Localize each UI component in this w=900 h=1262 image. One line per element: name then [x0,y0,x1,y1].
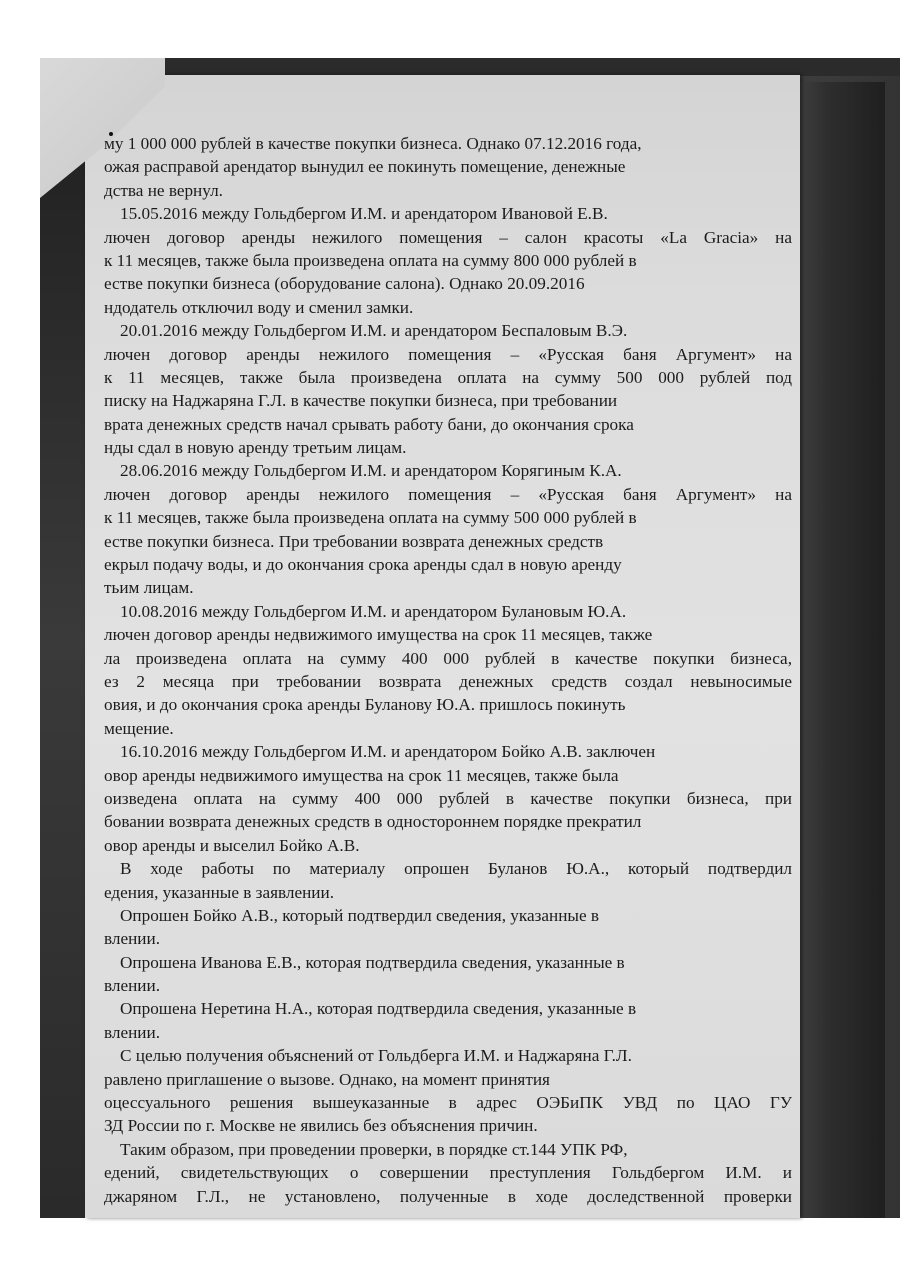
text-line: влении. [104,1022,160,1042]
text-line: 15.05.2016 между Гольдбергом И.М. и арендатором Ивановой Е.В. [120,204,608,224]
text-line: 16.10.2016 между Гольдбергом И.М. и арендатором Бойко А.В. заключен [120,742,656,762]
text-line: едений, свидетельствующих о совершении преступления Гольдбергом И.М. и [104,1163,792,1183]
text-line: к 11 месяцев, также была произведена оплата на сумму 800 000 рублей в [104,250,637,270]
text-line: овор аренды и выселил Бойко А.В. [104,835,360,855]
text-line: ла произведена оплата на сумму 400 000 рублей в качестве покупки бизнеса, [104,648,792,668]
text-line: мещение. [104,718,174,738]
text-line: ез 2 месяца при требовании возврата денежных средств создал невыносимые [104,671,792,691]
text-line: лючен договор аренды нежилого помещения – салон красоты «La Gracia» на [104,227,792,247]
text-line: Опрошен Бойко А.В., который подтвердил сведения, указанные в [120,905,600,925]
text-line: тьим лицам. [104,578,194,598]
text-line: писку на Наджаряна Г.Л. в качестве покупки бизнеса, при требовании [104,391,618,411]
text-line: бовании возврата денежных средств в одностороннем порядке прекратил [104,812,642,832]
text-line: Опрошена Иванова Е.В., которая подтвердила сведения, указанные в [120,952,625,972]
top-shadow [165,58,900,76]
text-line: естве покупки бизнеса (оборудование салона). Однако 20.09.2016 [104,274,585,294]
text-line: лючен договор аренды нежилого помещения – «Русская баня Аргумент» на [104,484,792,504]
text-line: ЗД России по г. Москве не явились без объяснения причин. [104,1116,538,1136]
text-line: екрыл подачу воды, и до окончания срока аренды сдал в новую аренду [104,555,622,575]
text-line: 28.06.2016 между Гольдбергом И.М. и арендатором Корягиным К.А. [120,461,622,481]
text-line: врата денежных средств начал срывать работу бани, до окончания срока [104,414,634,434]
text-line: к 11 месяцев, также была произведена оплата на сумму 500 000 рублей в [104,508,637,528]
text-line: оизведена оплата на сумму 400 000 рублей в качестве покупки бизнеса, при [104,788,792,808]
text-line: му 1 000 000 рублей в качестве покупки бизнеса. Однако 07.12.2016 года, [104,134,642,153]
text-line: едения, указанные в заявлении. [104,882,334,902]
text-line: ндодатель отключил воду и сменил замки. [104,297,414,317]
text-line: влении. [104,929,160,949]
text-line: нды сдал в новую аренду третьим лицам. [104,438,407,458]
text-line: ожая расправой арендатор вынудил ее покинуть помещение, денежные [104,157,626,177]
document-body [104,132,792,1208]
text-line: В ходе работы по материалу опрошен Буланов Ю.А., который подтвердил [120,859,792,879]
text-line: естве покупки бизнеса. При требовании возврата денежных средств [104,531,604,551]
text-line: оцессуального решения вышеуказанные в адрес ОЭБиПК УВД по ЦАО ГУ [104,1093,792,1113]
text-line: овор аренды недвижимого имущества на срок 11 месяцев, также была [104,765,619,785]
text-line: С целью получения объяснений от Гольдберга И.М. и Наджаряна Г.Л. [120,1046,632,1066]
text-line: 10.08.2016 между Гольдбергом И.М. и арендатором Булановым Ю.А. [120,601,627,621]
text-line: Таким образом, при проведении проверки, в порядке ст.144 УПК РФ, [120,1139,628,1159]
text-line: Опрошена Неретина Н.А., которая подтвердила сведения, указанные в [120,999,637,1019]
text-line: лючен договор аренды нежилого помещения – «Русская баня Аргумент» на [104,344,792,364]
text-line: овия, и до окончания срока аренды Буланову Ю.А. пришлось покинуть [104,695,626,715]
text-line: дства не вернул. [104,180,223,200]
text-line: влении. [104,976,160,996]
text-line: лючен договор аренды недвижимого имущества на срок 11 месяцев, также [104,625,653,645]
text-line: джаряном Г.Л., не установлено, полученные в ходе доследственной проверки [104,1186,792,1206]
text-line: 20.01.2016 между Гольдбергом И.М. и арендатором Беспаловым В.Э. [120,321,628,341]
text-line: равлено приглашение о вызове. Однако, на момент принятия [104,1069,550,1089]
text-line: к 11 месяцев, также была произведена оплата на сумму 500 000 рублей под [104,367,792,387]
